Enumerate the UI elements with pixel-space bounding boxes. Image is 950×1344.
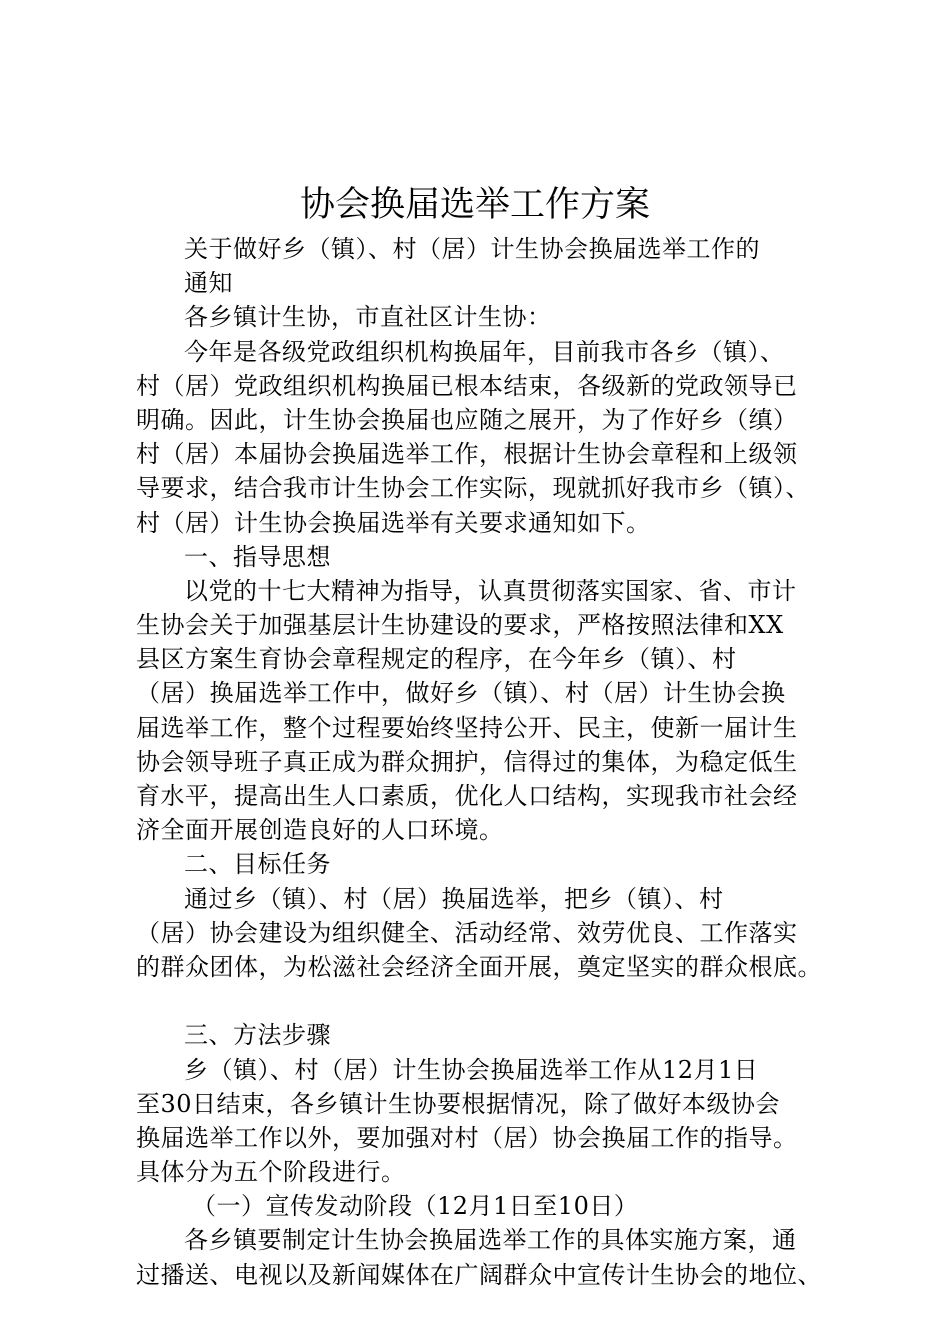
notice-heading-line-1: 关于做好乡（镇）、村（居）计生协会换届选举工作的 <box>184 235 760 263</box>
paragraph-line: 过播送、电视以及新闻媒体在广阔群众中宣传计生协会的地位、 <box>136 1260 822 1289</box>
document-title: 协会换届选举工作方案 <box>299 185 650 225</box>
paragraph-line: 济全面开展创造良好的人口环境。 <box>136 816 504 845</box>
paragraph-line: 至30日结束，各乡镇计生协要根据情况，除了做好本级协会 <box>136 1089 781 1118</box>
notice-heading-line-2: 通知 <box>184 269 233 298</box>
paragraph-line: 届选举工作，整个过程要始终坚持公开、民主，使新一届计生 <box>136 713 798 742</box>
paragraph-line: 导要求，结合我市计生协会工作实际，现就抓好我市乡（镇）、 <box>136 474 810 503</box>
paragraph-line: 具体分为五个阶段进行。 <box>136 1158 406 1187</box>
paragraph-line: 村（居）计生协会换届选举有关要求通知如下。 <box>136 508 651 537</box>
paragraph-line: 生协会关于加强基层计生协建设的要求，严格按照法律和XX <box>136 611 784 640</box>
paragraph-line: 各乡镇要制定计生协会换届选举工作的具体实施方案，通 <box>184 1226 797 1255</box>
paragraph-line: 明确。因此，计生协会换届也应随之展开，为了作好乡（缜） <box>136 405 798 434</box>
paragraph-line: 育水平，提高出生人口素质，优化人口结构，实现我市社会经 <box>136 782 798 810</box>
paragraph-line: （居）换届选举工作中，做好乡（镇）、村（居）计生协会换 <box>136 679 786 708</box>
subsection-heading-publicity: （一）宣传发动阶段（12月1日至10日） <box>192 1192 639 1221</box>
paragraph-line: 以党的十七大精神为指导，认真贯彻落实国家、省、市计 <box>184 576 797 605</box>
paragraph-line: 的群众团体，为松滋社会经济全面开展，奠定坚实的群众根底。 <box>136 952 822 981</box>
paragraph-line: 协会领导班子真正成为群众拥护，信得过的集体，为稳定低生 <box>136 747 798 776</box>
paragraph-line: 换届选举工作以外，要加强对村（居）协会换届工作的指导。 <box>136 1123 798 1152</box>
paragraph-line: 村（居）党政组织机构换届已根本结束，各级新的党政领导已 <box>136 371 798 400</box>
blank-line <box>136 984 846 1018</box>
paragraph-line: 县区方案生育协会章程规定的程序，在今年乡（镇）、村 <box>136 645 737 674</box>
paragraph-line: （居）协会建设为组织健全、活动经常、效劳优良、工作落实 <box>136 918 798 947</box>
paragraph-line: 乡（镇）、村（居）计生协会换届选举工作从12月1日 <box>184 1055 759 1084</box>
paragraph-line: 通过乡（镇）、村（居）换届选举，把乡（镇）、村 <box>184 884 724 913</box>
document-body <box>136 232 846 1292</box>
salutation: 各乡镇计生协，市直社区计生协： <box>184 303 552 332</box>
paragraph-line: 今年是各级党政组织机构换届年，目前我市各乡（镇）、 <box>184 337 785 366</box>
section-heading-methods: 三、方法步骤 <box>184 1021 331 1050</box>
section-heading-goals: 二、目标任务 <box>184 850 331 879</box>
section-heading-guiding-ideology: 一、指导思想 <box>184 542 331 571</box>
paragraph-line: 村（居）本届协会换届选举工作，根据计生协会章程和上级领 <box>136 440 798 469</box>
